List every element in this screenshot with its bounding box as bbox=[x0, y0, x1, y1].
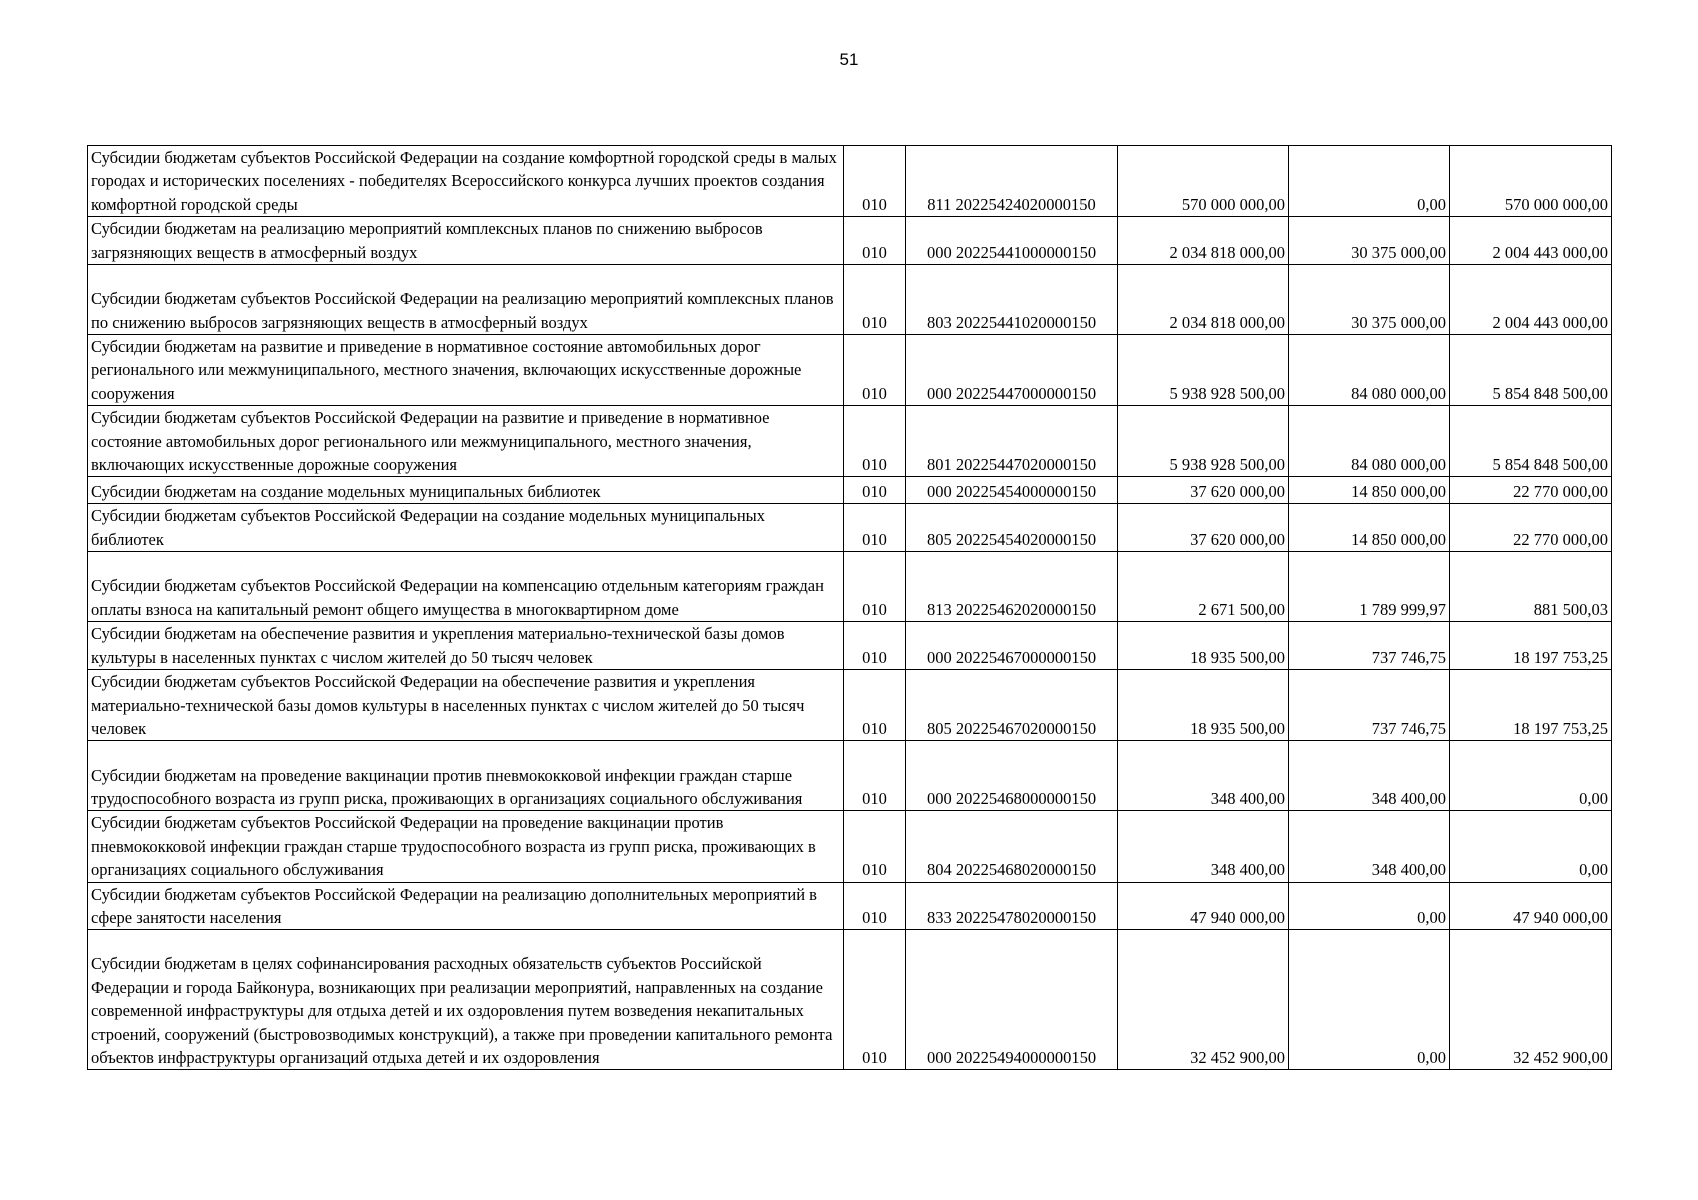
line-code: 010 bbox=[844, 146, 906, 217]
executed-amount: 84 080 000,00 bbox=[1289, 335, 1450, 406]
approved-amount: 5 938 928 500,00 bbox=[1118, 335, 1289, 406]
budget-classification-code: 000 20225494000000150 bbox=[906, 930, 1118, 1070]
line-code: 010 bbox=[844, 552, 906, 622]
income-description: Субсидии бюджетам субъектов Российской Федерации на создание модельных муниципальных библиотек bbox=[88, 504, 844, 552]
budget-classification-code: 000 20225441000000150 bbox=[906, 217, 1118, 265]
approved-amount: 18 935 500,00 bbox=[1118, 622, 1289, 670]
executed-amount: 84 080 000,00 bbox=[1289, 406, 1450, 477]
income-description: Субсидии бюджетам субъектов Российской Федерации на компенсацию отдельным категориям граждан оплаты взноса на капитальный ремонт общего имущества в многоквартирном доме bbox=[88, 552, 844, 622]
executed-amount: 0,00 bbox=[1289, 146, 1450, 217]
line-code: 010 bbox=[844, 882, 906, 930]
table-row bbox=[88, 265, 1612, 335]
income-description: Субсидии бюджетам на реализацию мероприятий комплексных планов по снижению выбросов загрязняющих веществ в атмосферный воздух bbox=[88, 217, 844, 265]
line-code: 010 bbox=[844, 406, 906, 477]
income-description: Субсидии бюджетам субъектов Российской Федерации на реализацию дополнительных мероприятий в сфере занятости населения bbox=[88, 882, 844, 930]
table-row bbox=[88, 146, 1612, 217]
income-description: Субсидии бюджетам на проведение вакцинации против пневмококковой инфекции граждан старше трудоспособного возраста из групп риска, проживающих в организациях социального обслуживания bbox=[88, 741, 844, 811]
table-row bbox=[88, 552, 1612, 622]
budget-classification-code: 804 20225468020000150 bbox=[906, 811, 1118, 882]
budget-execution-table bbox=[87, 145, 1612, 1070]
executed-amount: 14 850 000,00 bbox=[1289, 504, 1450, 552]
line-code: 010 bbox=[844, 335, 906, 406]
income-description: Субсидии бюджетам субъектов Российской Федерации на обеспечение развития и укрепления материально-технической базы домов культуры в населенных пунктах с числом жителей до 50 тысяч человек bbox=[88, 670, 844, 741]
remaining-amount: 881 500,03 bbox=[1450, 552, 1612, 622]
approved-amount: 348 400,00 bbox=[1118, 811, 1289, 882]
budget-classification-code: 811 20225424020000150 bbox=[906, 146, 1118, 217]
line-code: 010 bbox=[844, 741, 906, 811]
table-row bbox=[88, 882, 1612, 930]
approved-amount: 2 671 500,00 bbox=[1118, 552, 1289, 622]
line-code: 010 bbox=[844, 265, 906, 335]
budget-classification-code: 801 20225447020000150 bbox=[906, 406, 1118, 477]
table-row bbox=[88, 622, 1612, 670]
line-code: 010 bbox=[844, 930, 906, 1070]
budget-classification-code: 000 20225468000000150 bbox=[906, 741, 1118, 811]
remaining-amount: 2 004 443 000,00 bbox=[1450, 217, 1612, 265]
line-code: 010 bbox=[844, 670, 906, 741]
remaining-amount: 18 197 753,25 bbox=[1450, 622, 1612, 670]
budget-classification-code: 000 20225467000000150 bbox=[906, 622, 1118, 670]
remaining-amount: 47 940 000,00 bbox=[1450, 882, 1612, 930]
income-description: Субсидии бюджетам субъектов Российской Федерации на создание комфортной городской среды в малых городах и исторических поселениях - победителях Всероссийского конкурса лучших проектов создания комфортной городской среды bbox=[88, 146, 844, 217]
table-row bbox=[88, 741, 1612, 811]
income-description: Субсидии бюджетам на создание модельных муниципальных библиотек bbox=[88, 477, 844, 504]
table-row bbox=[88, 335, 1612, 406]
line-code: 010 bbox=[844, 811, 906, 882]
remaining-amount: 22 770 000,00 bbox=[1450, 477, 1612, 504]
budget-classification-code: 833 20225478020000150 bbox=[906, 882, 1118, 930]
approved-amount: 570 000 000,00 bbox=[1118, 146, 1289, 217]
executed-amount: 348 400,00 bbox=[1289, 811, 1450, 882]
budget-classification-code: 805 20225467020000150 bbox=[906, 670, 1118, 741]
remaining-amount: 22 770 000,00 bbox=[1450, 504, 1612, 552]
executed-amount: 737 746,75 bbox=[1289, 670, 1450, 741]
line-code: 010 bbox=[844, 477, 906, 504]
remaining-amount: 2 004 443 000,00 bbox=[1450, 265, 1612, 335]
remaining-amount: 0,00 bbox=[1450, 741, 1612, 811]
budget-classification-code: 813 20225462020000150 bbox=[906, 552, 1118, 622]
table-row bbox=[88, 930, 1612, 1070]
line-code: 010 bbox=[844, 217, 906, 265]
table-row bbox=[88, 217, 1612, 265]
approved-amount: 37 620 000,00 bbox=[1118, 504, 1289, 552]
approved-amount: 2 034 818 000,00 bbox=[1118, 265, 1289, 335]
approved-amount: 32 452 900,00 bbox=[1118, 930, 1289, 1070]
remaining-amount: 5 854 848 500,00 bbox=[1450, 335, 1612, 406]
budget-classification-code: 805 20225454020000150 bbox=[906, 504, 1118, 552]
executed-amount: 30 375 000,00 bbox=[1289, 265, 1450, 335]
executed-amount: 1 789 999,97 bbox=[1289, 552, 1450, 622]
income-description: Субсидии бюджетам на обеспечение развития и укрепления материально-технической базы домов культуры в населенных пунктах с числом жителей до 50 тысяч человек bbox=[88, 622, 844, 670]
remaining-amount: 18 197 753,25 bbox=[1450, 670, 1612, 741]
executed-amount: 30 375 000,00 bbox=[1289, 217, 1450, 265]
line-code: 010 bbox=[844, 622, 906, 670]
table-row bbox=[88, 811, 1612, 882]
table-row bbox=[88, 670, 1612, 741]
executed-amount: 0,00 bbox=[1289, 882, 1450, 930]
income-description: Субсидии бюджетам субъектов Российской Федерации на проведение вакцинации против пневмококковой инфекции граждан старше трудоспособного возраста из групп риска, проживающих в организациях социального обслуживания bbox=[88, 811, 844, 882]
budget-classification-code: 000 20225447000000150 bbox=[906, 335, 1118, 406]
remaining-amount: 570 000 000,00 bbox=[1450, 146, 1612, 217]
income-description: Субсидии бюджетам в целях софинансирования расходных обязательств субъектов Российской Федерации и города Байконура, возникающих при реализации мероприятий, направленных на создание современной инфраструктуры для отдыха детей и их оздоровления путем возведения некапитальных строений, сооружений (быстровозводимых конструкций), а также при проведении капитального ремонта объектов инфраструктуры организаций отдыха детей и их оздоровления bbox=[88, 930, 844, 1070]
line-code: 010 bbox=[844, 504, 906, 552]
approved-amount: 37 620 000,00 bbox=[1118, 477, 1289, 504]
income-description: Субсидии бюджетам на развитие и приведение в нормативное состояние автомобильных дорог регионального или межмуниципального, местного значения, включающих искусственные дорожные сооружения bbox=[88, 335, 844, 406]
budget-classification-code: 803 20225441020000150 bbox=[906, 265, 1118, 335]
income-description: Субсидии бюджетам субъектов Российской Федерации на развитие и приведение в нормативное состояние автомобильных дорог регионального или межмуниципального, местного значения, включающих искусственные дорожные сооружения bbox=[88, 406, 844, 477]
page-number: 51 bbox=[839, 50, 859, 69]
remaining-amount: 0,00 bbox=[1450, 811, 1612, 882]
executed-amount: 348 400,00 bbox=[1289, 741, 1450, 811]
executed-amount: 0,00 bbox=[1289, 930, 1450, 1070]
executed-amount: 14 850 000,00 bbox=[1289, 477, 1450, 504]
table-row bbox=[88, 504, 1612, 552]
approved-amount: 348 400,00 bbox=[1118, 741, 1289, 811]
approved-amount: 2 034 818 000,00 bbox=[1118, 217, 1289, 265]
table-row bbox=[88, 406, 1612, 477]
budget-classification-code: 000 20225454000000150 bbox=[906, 477, 1118, 504]
executed-amount: 737 746,75 bbox=[1289, 622, 1450, 670]
income-description: Субсидии бюджетам субъектов Российской Федерации на реализацию мероприятий комплексных планов по снижению выбросов загрязняющих веществ в атмосферный воздух bbox=[88, 265, 844, 335]
table-row bbox=[88, 477, 1612, 504]
remaining-amount: 5 854 848 500,00 bbox=[1450, 406, 1612, 477]
approved-amount: 18 935 500,00 bbox=[1118, 670, 1289, 741]
remaining-amount: 32 452 900,00 bbox=[1450, 930, 1612, 1070]
approved-amount: 47 940 000,00 bbox=[1118, 882, 1289, 930]
approved-amount: 5 938 928 500,00 bbox=[1118, 406, 1289, 477]
